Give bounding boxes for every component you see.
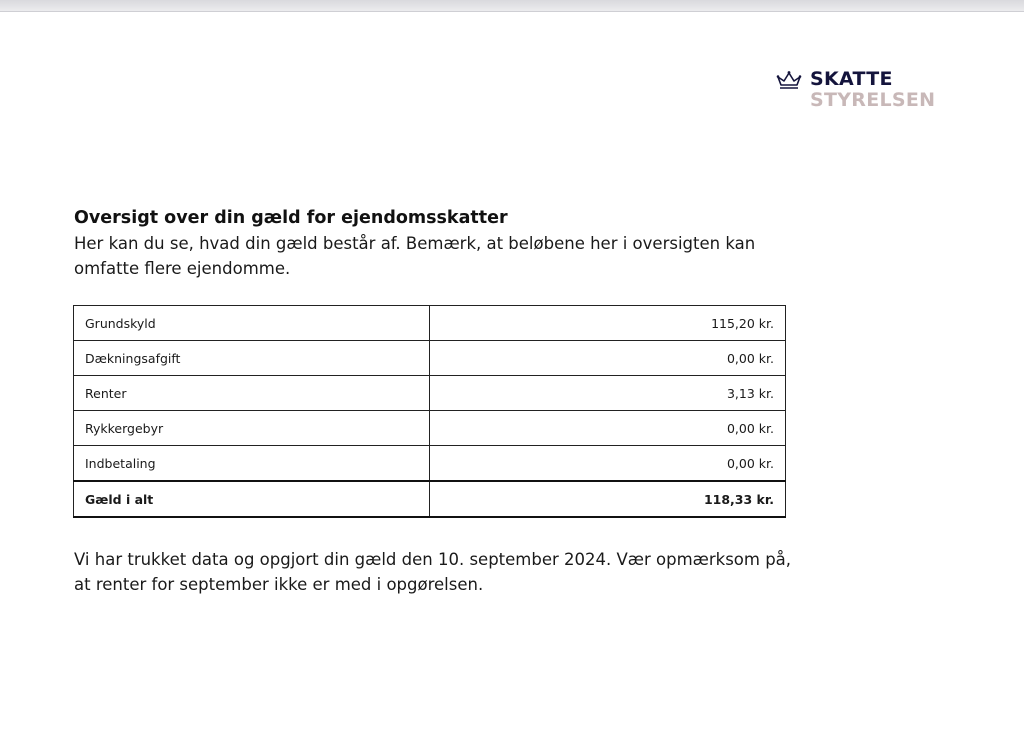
page-title: Oversigt over din gæld for ejendomsskatter	[74, 208, 508, 228]
window-top-edge	[0, 0, 1024, 12]
debt-table	[73, 305, 786, 518]
row-amount: 0,00 kr.	[430, 411, 786, 446]
skattestyrelsen-logo	[775, 66, 955, 114]
row-amount: 115,20 kr.	[430, 306, 786, 341]
logo-text-styrelsen: STYRELSEN	[810, 89, 936, 111]
intro-text: Her kan du se, hvad din gæld består af. Bemærk, at beløbene her i oversigten kan omfatte flere ejendomme.	[74, 234, 756, 278]
table-row-grundskyld	[74, 306, 786, 341]
total-label: Gæld i alt	[74, 481, 430, 517]
row-amount: 3,13 kr.	[430, 376, 786, 411]
row-label: Dækningsafgift	[74, 341, 430, 376]
row-label: Renter	[74, 376, 430, 411]
table-row-total	[74, 481, 786, 517]
data-date-note: Vi har trukket data og opgjort din gæld den 10. september 2024. Vær opmærksom på, at renter for september ikke er med i opgørelsen.	[74, 550, 792, 594]
table-row-renter	[74, 376, 786, 411]
table-row-indbetaling	[74, 446, 786, 482]
row-label: Indbetaling	[74, 446, 430, 482]
row-amount: 0,00 kr.	[430, 341, 786, 376]
debt-overview-section	[74, 206, 794, 281]
total-amount: 118,33 kr.	[430, 481, 786, 517]
logo-text-skatte: SKATTE	[810, 68, 893, 90]
table-row-rykkergebyr	[74, 411, 786, 446]
crown-icon	[775, 70, 803, 92]
row-amount: 0,00 kr.	[430, 446, 786, 482]
row-label: Grundskyld	[74, 306, 430, 341]
row-label: Rykkergebyr	[74, 411, 430, 446]
table-row-daekningsafgift	[74, 341, 786, 376]
